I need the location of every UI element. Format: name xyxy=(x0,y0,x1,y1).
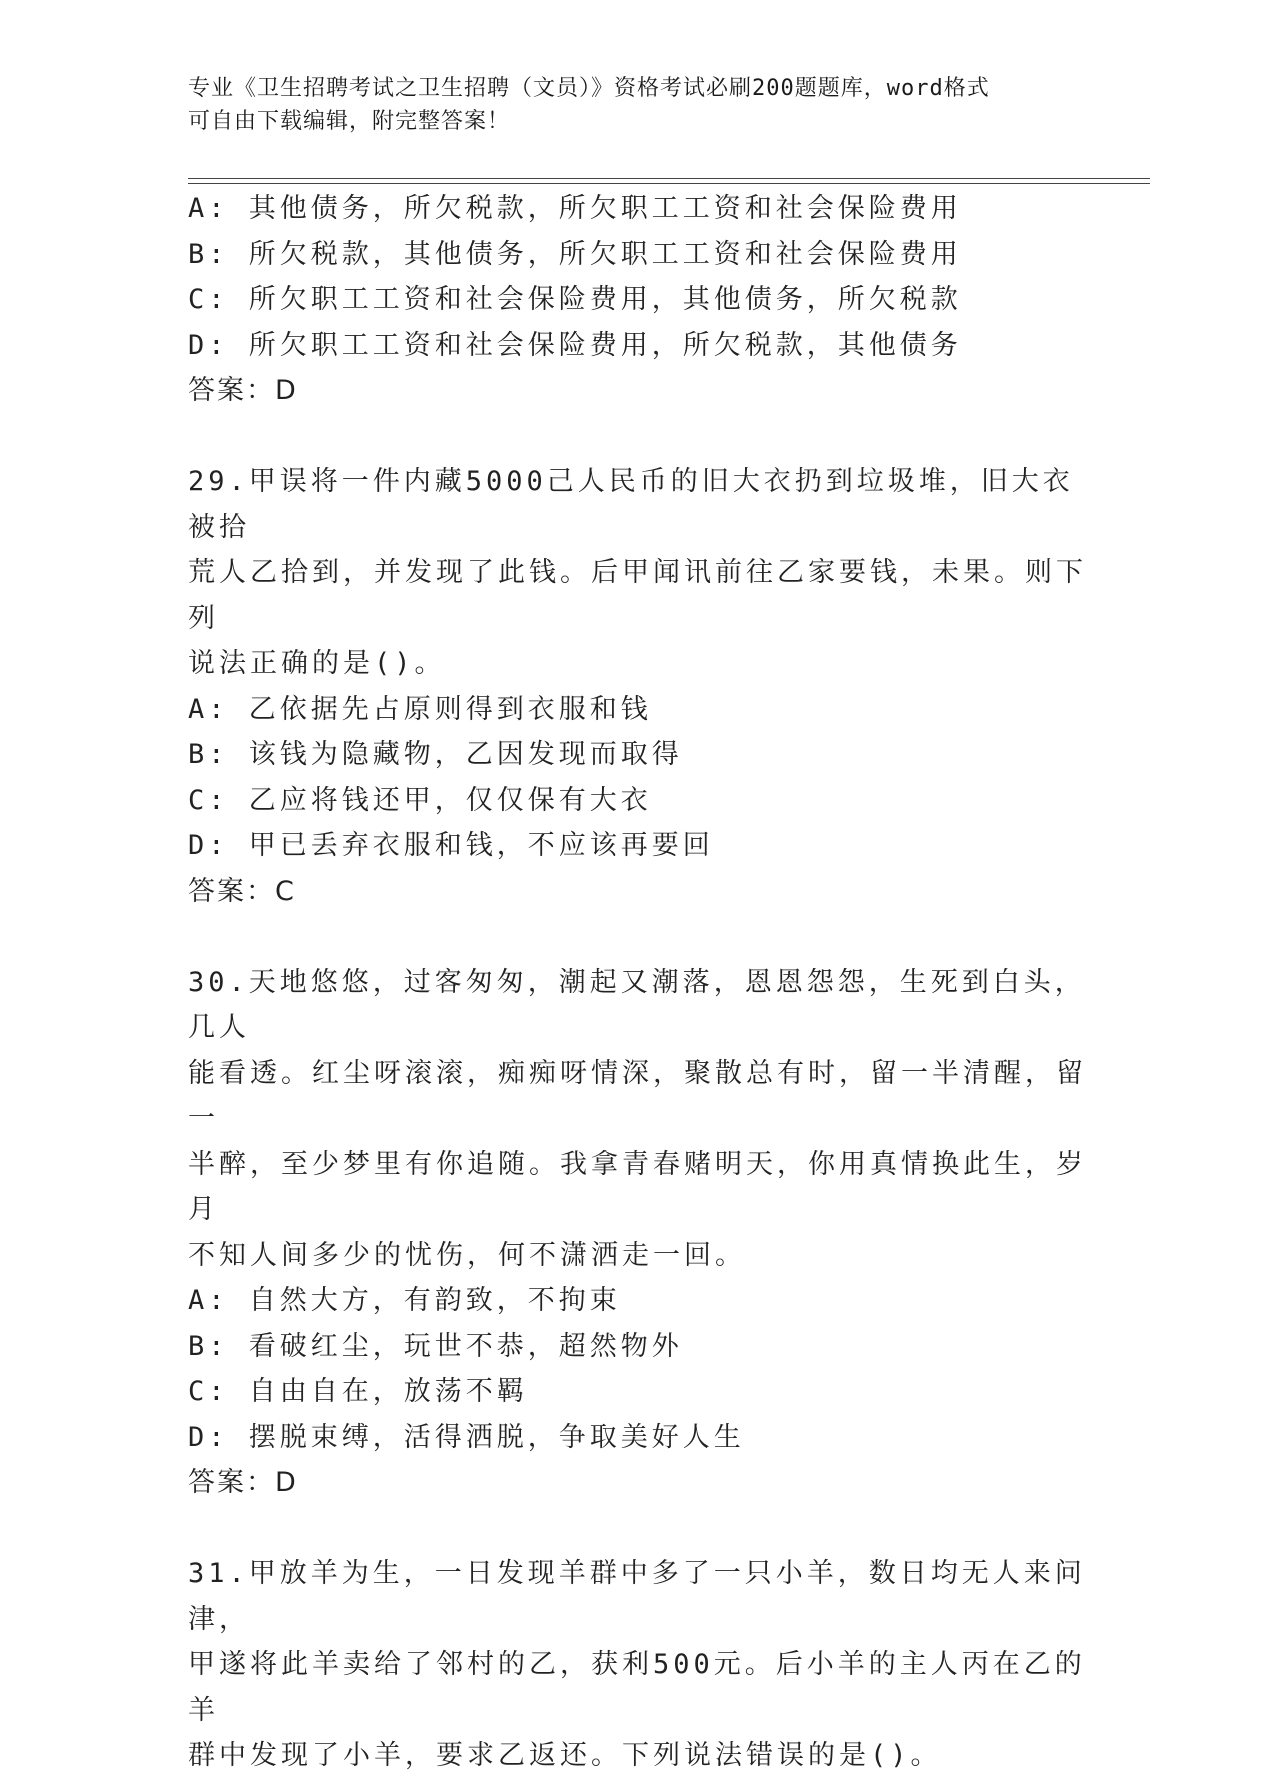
question-stem-line: 31.甲放羊为生，一日发现羊群中多了一只小羊，数日均无人来问津， xyxy=(188,1558,1086,1635)
option-b: B: 看破红尘，玩世不恭，超然物外 xyxy=(188,1330,683,1362)
answer-line: 答案：C xyxy=(188,875,296,907)
document-header xyxy=(188,72,1068,138)
option-c: C: 乙应将钱还甲，仅仅保有大衣 xyxy=(188,784,652,816)
spacer xyxy=(188,1506,1088,1552)
question-28 xyxy=(188,186,1088,414)
question-stem-line: 29.甲误将一件内藏5000己人民币的旧大衣扔到垃圾堆，旧大衣被拾 xyxy=(188,466,1074,543)
question-30 xyxy=(188,960,1088,1506)
option-d: D: 摆脱束缚，活得洒脱，争取美好人生 xyxy=(188,1421,745,1453)
answer-line: 答案：D xyxy=(188,1467,298,1498)
question-stem-line: 荒人乙拾到，并发现了此钱。后甲闻讯前往乙家要钱，未果。则下列 xyxy=(188,557,1087,634)
option-a: A: 自然大方，有韵致，不拘束 xyxy=(188,1285,621,1316)
option-b: B: 该钱为隐藏物，乙因发现而取得 xyxy=(188,739,683,770)
option-c: C: 所欠职工工资和社会保险费用，其他债务，所欠税款 xyxy=(188,284,962,315)
header-line-2: 可自由下载编辑，附完整答案！ xyxy=(188,109,511,134)
question-stem-line: 说法正确的是()。 xyxy=(188,648,446,679)
header-divider-top xyxy=(188,178,1150,179)
spacer xyxy=(188,914,1088,960)
option-c: C: 自由自在，放荡不羁 xyxy=(188,1376,528,1407)
option-b: B: 所欠税款，其他债务，所欠职工工资和社会保险费用 xyxy=(188,238,962,270)
question-stem-line: 群中发现了小羊，要求乙返还。下列说法错误的是()。 xyxy=(188,1740,942,1771)
answer-line: 答案：D xyxy=(188,375,298,406)
question-stem-line: 30.天地悠悠，过客匆匆，潮起又潮落，恩恩怨怨，生死到白头，几人 xyxy=(188,966,1086,1043)
question-stem-line: 甲遂将此羊卖给了邻村的乙，获利500元。后小羊的主人丙在乙的羊 xyxy=(188,1649,1086,1726)
question-content xyxy=(188,186,1088,1779)
question-stem-line: 能看透。红尘呀滚滚，痴痴呀情深，聚散总有时，留一半清醒，留一 xyxy=(188,1057,1087,1134)
option-a: A: 其他债务，所欠税款，所欠职工工资和社会保险费用 xyxy=(188,193,962,224)
header-line-1: 专业《卫生招聘考试之卫生招聘（文员）》资格考试必刷200题题库，word格式 xyxy=(188,76,990,101)
question-stem-line: 不知人间多少的忧伤，何不潇洒走一回。 xyxy=(188,1239,746,1271)
option-a: A: 乙依据先占原则得到衣服和钱 xyxy=(188,693,652,725)
question-31 xyxy=(188,1551,1088,1779)
question-29 xyxy=(188,459,1088,914)
question-stem-line: 半醉，至少梦里有你追随。我拿青春赌明天，你用真情换此生，岁月 xyxy=(188,1148,1087,1225)
option-d: D: 甲已丢弃衣服和钱，不应该再要回 xyxy=(188,830,714,861)
spacer xyxy=(188,414,1088,460)
header-divider-bottom xyxy=(188,183,1150,184)
option-d: D: 所欠职工工资和社会保险费用，所欠税款，其他债务 xyxy=(188,329,962,361)
